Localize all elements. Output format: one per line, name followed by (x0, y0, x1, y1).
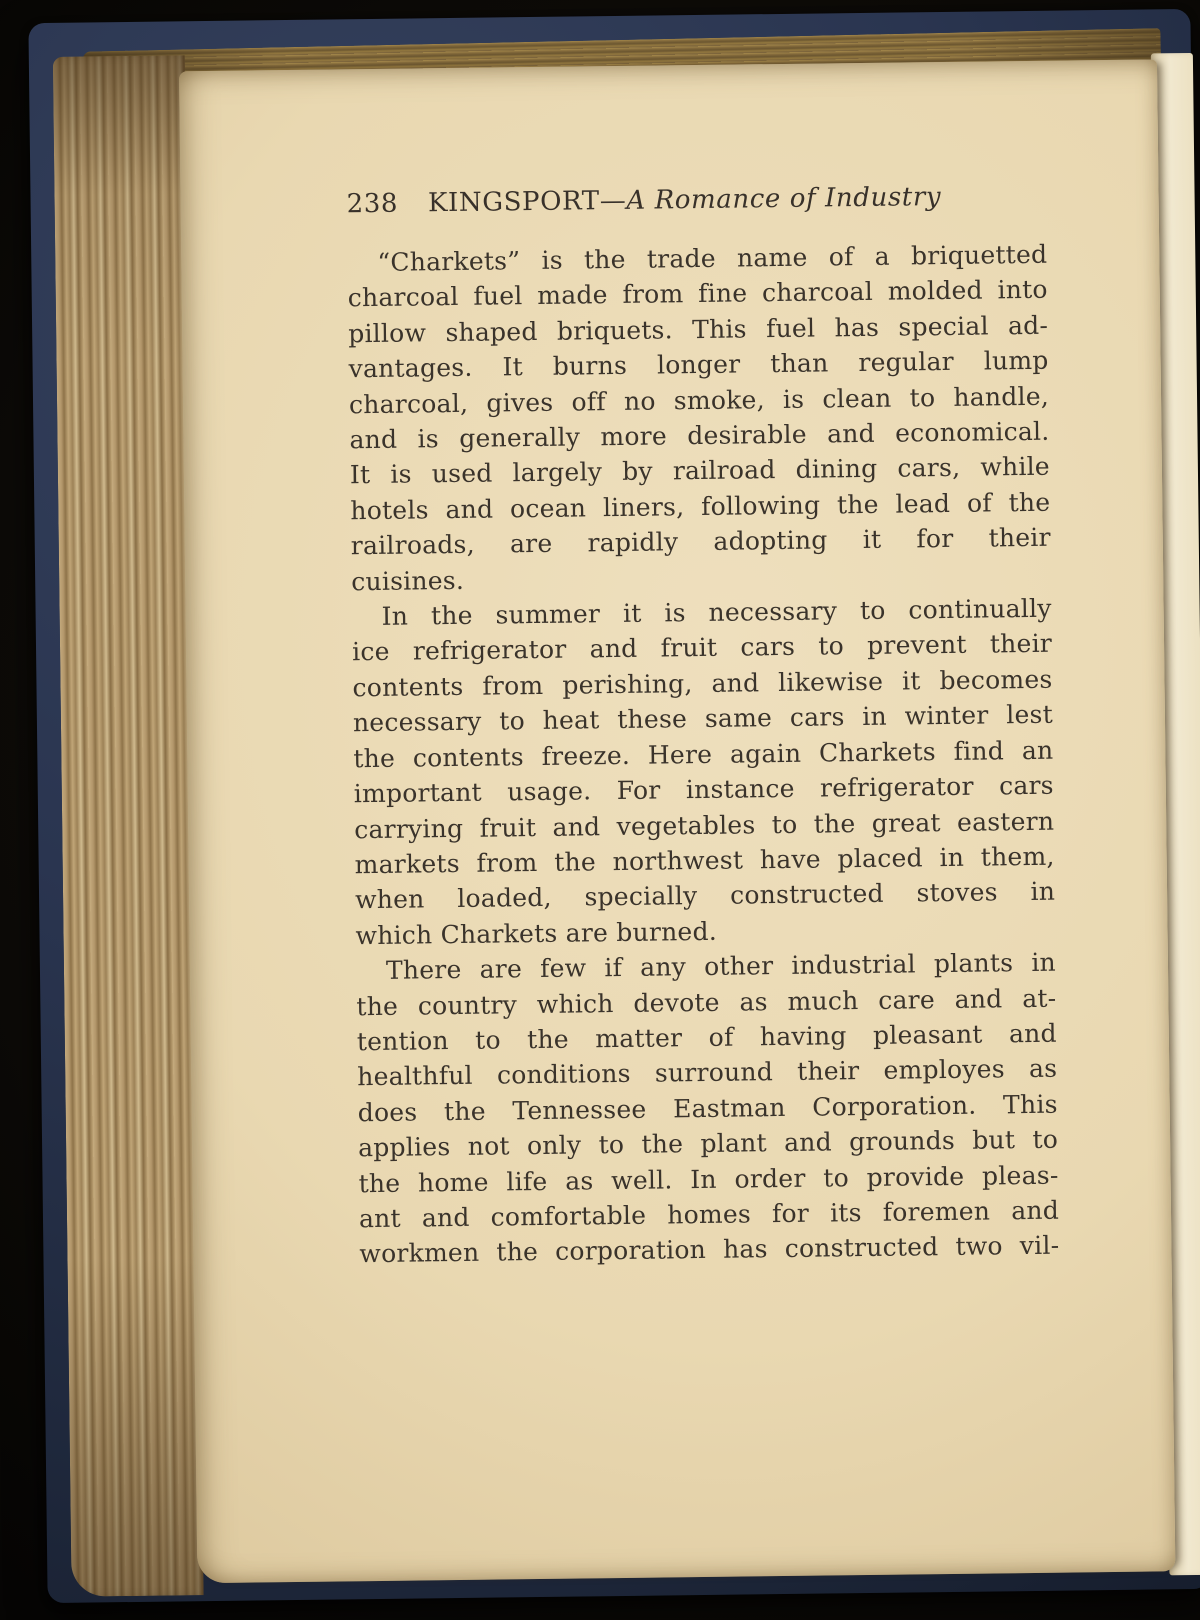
text-line: pillow shaped briquets. This fuel has special ad- (348, 310, 1049, 349)
text-line: vantages. It burns longer than regular lump (348, 345, 1049, 384)
text-line: the home life as well. In order to provide pleas- (358, 1160, 1059, 1198)
text-line: applies not only to the plant and grounds but to (357, 1124, 1059, 1163)
page-header (346, 181, 1046, 220)
text-line: workmen the corporation has constructed two vil- (359, 1231, 1060, 1269)
text-line: railroads, are rapidly adopting it for their (350, 522, 1051, 561)
text-line: charcoal, gives off no smoke, is clean to handle, (348, 381, 1050, 419)
page-body (347, 237, 1059, 1272)
text-line: healthful conditions surround their employes as (357, 1054, 1058, 1092)
text-line: hotels and ocean liners, following the lead of the (350, 487, 1051, 526)
book-page (179, 59, 1175, 1583)
running-title-book: KINGSPORT (427, 186, 600, 219)
text-line: ice refrigerator and fruit cars to prevent their (351, 629, 1053, 667)
text-line: It is used largely by railroad dining cars, while (349, 452, 1051, 490)
text-line: markets from the northwest have placed in them, (354, 841, 1055, 880)
text-line: ant and comfortable homes for its foremen and (358, 1195, 1060, 1234)
text-line: cuisines. (351, 565, 465, 596)
running-title-separator: — (599, 185, 627, 217)
text-line: In the summer it is necessary to continually (381, 593, 1052, 631)
text-line: “Charkets” is the trade name of a briquetted (377, 239, 1048, 277)
running-title-chapter: A Romance of Industry (626, 182, 942, 216)
text-line: carrying fruit and vegetables to the great eastern (354, 806, 1055, 844)
text-line: contents from perishing, and likewise it becomes (352, 664, 1053, 703)
text-line: the country which devote as much care and at- (356, 983, 1057, 1021)
text-line: tention to the matter of having pleasant and (356, 1018, 1057, 1057)
text-line: and is generally more desirable and economical. (349, 416, 1050, 455)
paragraph (347, 237, 1051, 600)
running-title (428, 182, 941, 218)
text-line: when loaded, specially constructed stoves in (354, 876, 1056, 915)
text-line: necessary to heat these same cars in winter lest (352, 699, 1054, 738)
text-line: which Charkets are burned. (355, 916, 718, 950)
text-line: There are few if any other industrial plants in (385, 947, 1057, 985)
text-line: does the Tennessee Eastman Corporation. This (357, 1089, 1058, 1127)
book (28, 9, 1200, 1603)
page-number: 238 (346, 188, 399, 220)
text-line: important usage. For instance refrigerator cars (353, 770, 1054, 809)
text-line: charcoal fuel made from fine charcoal molded into (347, 275, 1048, 313)
paragraph (351, 591, 1055, 954)
paragraph (356, 945, 1060, 1272)
text-line: the contents freeze. Here again Charkets find an (353, 735, 1054, 773)
